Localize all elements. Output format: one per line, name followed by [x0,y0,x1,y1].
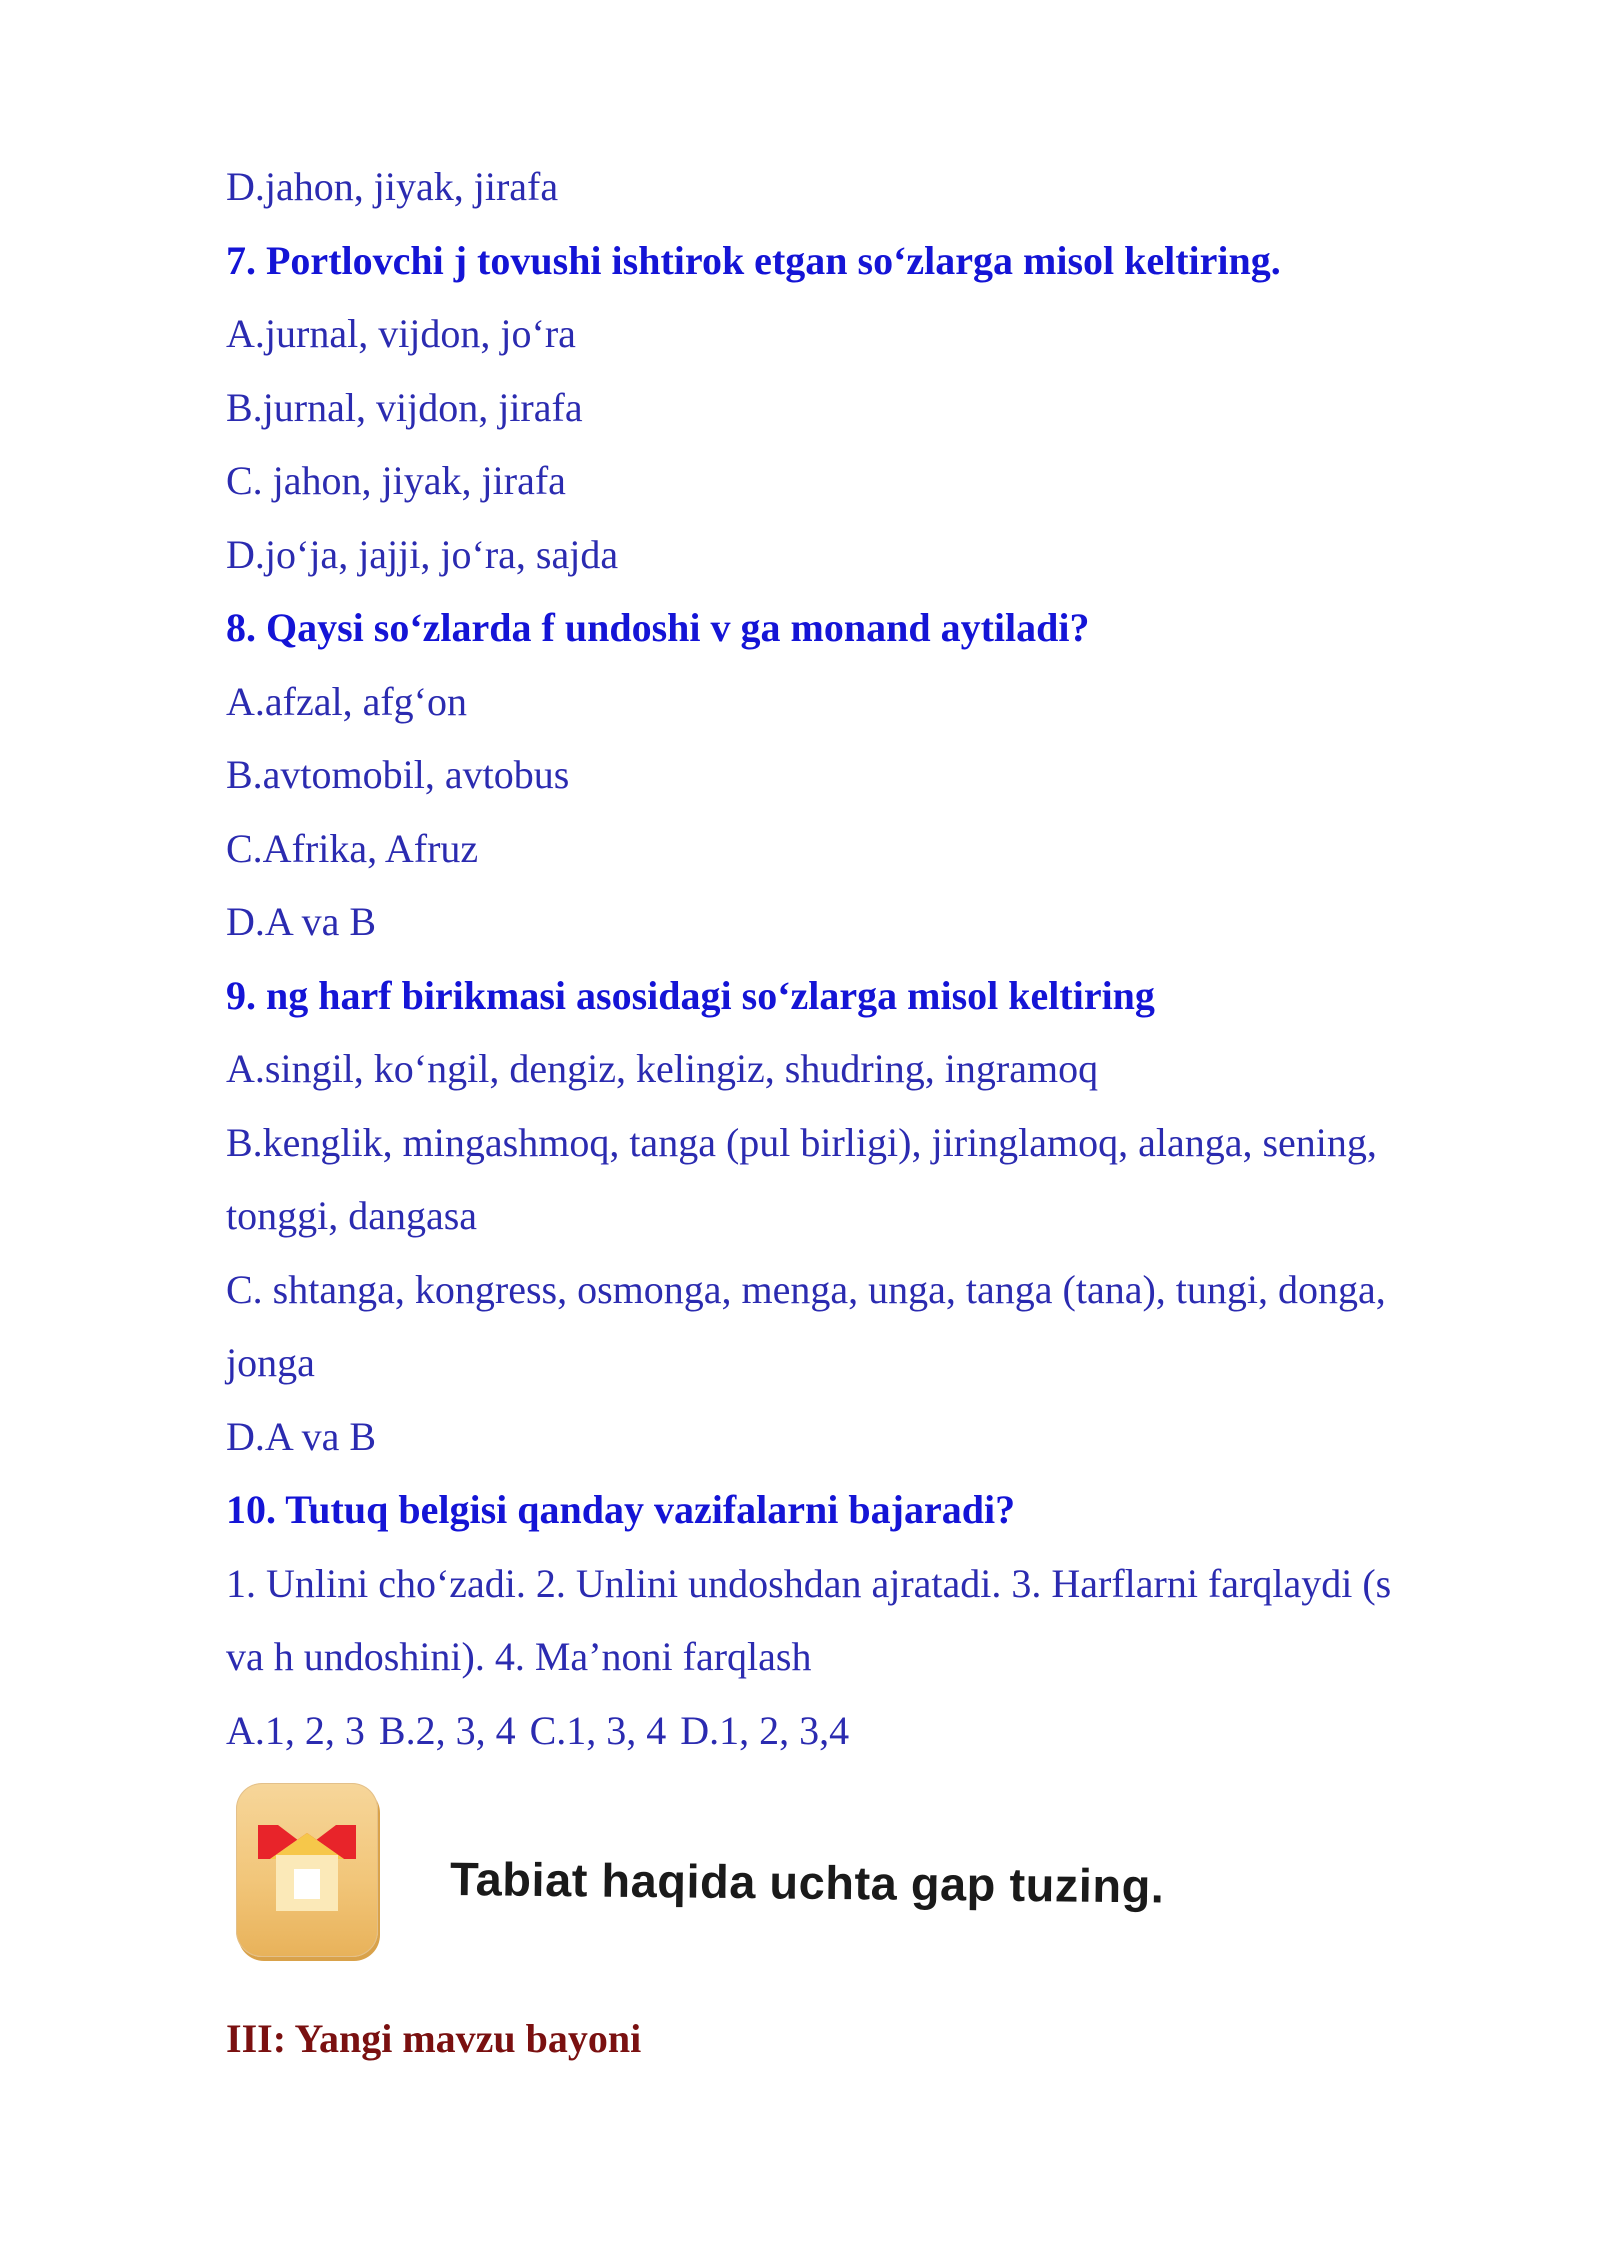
option-line: D.jahon, jiyak, jirafa [226,164,559,209]
answer-b: B.2, 3, 4 [378,1707,516,1753]
option-line: D.A va B [226,899,376,944]
answers-row [226,1694,1476,1768]
option-line: C. jahon, jiyak, jirafa [226,458,566,503]
house-icon [236,1783,378,1957]
option-line-continued: jonga [226,1340,315,1385]
question-10: 10. Tutuq belgisi qanday vazifalarni bajaradi? [226,1487,1016,1532]
question-8: 8. Qaysi so‘zlarda f undoshi v ga monand aytiladi? [226,605,1090,650]
task-banner [226,1773,1476,1991]
option-line: B.jurnal, vijdon, jirafa [226,384,583,430]
option-line: D.jo‘ja, jajji, jo‘ra, sajda [226,531,619,577]
task-instruction: Tabiat haqida uchta gap tuzing. [449,1852,1165,1913]
house-window [294,1869,320,1899]
option-line: A.afzal, afg‘on [226,678,467,724]
answer-a: A.1, 2, 3 [226,1707,365,1753]
option-line: B.avtomobil, avtobus [226,752,570,797]
content-column [226,150,1476,2069]
option-line-continued: tonggi, dangasa [226,1193,478,1238]
section-heading: III: Yangi mavzu bayoni [226,2016,642,2061]
option-line: A.jurnal, vijdon, jo‘ra [226,311,576,356]
option-line: D.A va B [226,1413,376,1459]
statement-line-continued: va h undoshini). 4. Ma’noni farqlash [226,1634,812,1679]
question-9: 9. ng harf birikmasi asosidagi so‘zlarga misol keltiring [226,972,1155,1018]
option-line: B.kenglik, mingashmoq, tanga (pul birligi), jiringlamoq, alanga, sening, [226,1119,1377,1165]
answer-d: D.1, 2, 3,4 [680,1707,850,1753]
statement-line: 1. Unlini cho‘zadi. 2. Unlini undoshdan ajratadi. 3. Harflarni farqlaydi (s [226,1560,1392,1606]
roof-shape [258,1819,356,1859]
answer-c: C.1, 3, 4 [529,1707,667,1753]
option-line: C.Afrika, Afruz [226,825,479,871]
option-line: C. shtanga, kongress, osmonga, menga, unga, tanga (tana), tungi, donga, [226,1266,1386,1312]
option-line: A.singil, ko‘ngil, dengiz, kelingiz, shudring, ingramoq [226,1046,1099,1091]
question-7: 7. Portlovchi j tovushi ishtirok etgan so‘zlarga misol keltiring. [226,237,1281,283]
